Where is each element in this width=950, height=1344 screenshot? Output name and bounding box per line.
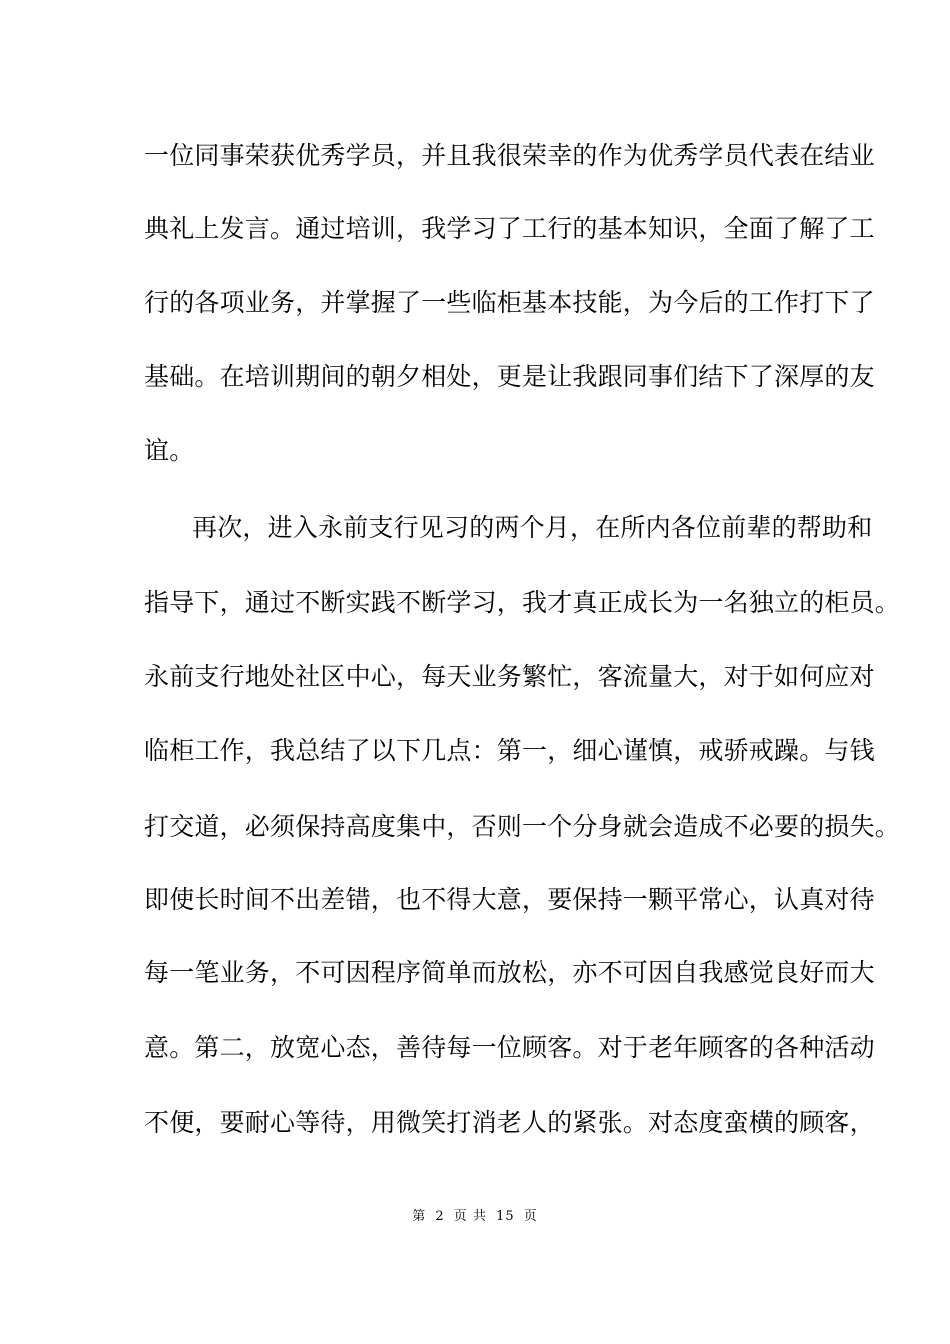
body-text-line: 永前支行地处社区中心，每天业务繁忙，客流量大，对于如何应对	[144, 662, 875, 691]
body-text-line: 不便，要耐心等待，用微笑打消老人的紧张。对态度蛮横的顾客，	[144, 1108, 875, 1137]
body-text-line: 一位同事荣获优秀学员，并且我很荣幸的作为优秀学员代表在结业	[144, 141, 875, 170]
footer-prefix: 第	[412, 1209, 427, 1224]
current-page-number: 2	[435, 1209, 445, 1224]
body-text-line: 谊。	[144, 436, 195, 465]
footer-suffix: 页	[523, 1209, 538, 1224]
page-footer	[0, 1209, 950, 1225]
body-text-line: 临柜工作，我总结了以下几点：第一，细心谨慎，戒骄戒躁。与钱	[144, 736, 875, 765]
body-text-line: 每一笔业务，不可因程序简单而放松，亦不可因自我感觉良好而大	[144, 958, 875, 987]
paragraph-first-line: 再次，进入永前支行见习的两个月，在所内各位前辈的帮助和	[192, 513, 873, 542]
body-text-line: 基础。在培训期间的朝夕相处，更是让我跟同事们结下了深厚的友	[144, 362, 875, 391]
body-text-line: 典礼上发言。通过培训，我学习了工行的基本知识，全面了解了工	[144, 214, 875, 243]
body-text-line: 行的各项业务，并掌握了一些临柜基本技能，为今后的工作打下了	[144, 288, 875, 317]
body-text-line: 打交道，必须保持高度集中，否则一个分身就会造成不必要的损失。	[144, 812, 901, 841]
body-text-line: 指导下，通过不断实践不断学习，我才真正成长为一名独立的柜员。	[144, 588, 901, 617]
footer-middle: 页 共	[453, 1209, 487, 1224]
body-text-line: 即使长时间不出差错，也不得大意，要保持一颗平常心，认真对待	[144, 885, 875, 914]
total-pages-number: 15	[496, 1209, 515, 1224]
body-text-line: 意。第二，放宽心态，善待每一位顾客。对于老年顾客的各种活动	[144, 1033, 875, 1062]
